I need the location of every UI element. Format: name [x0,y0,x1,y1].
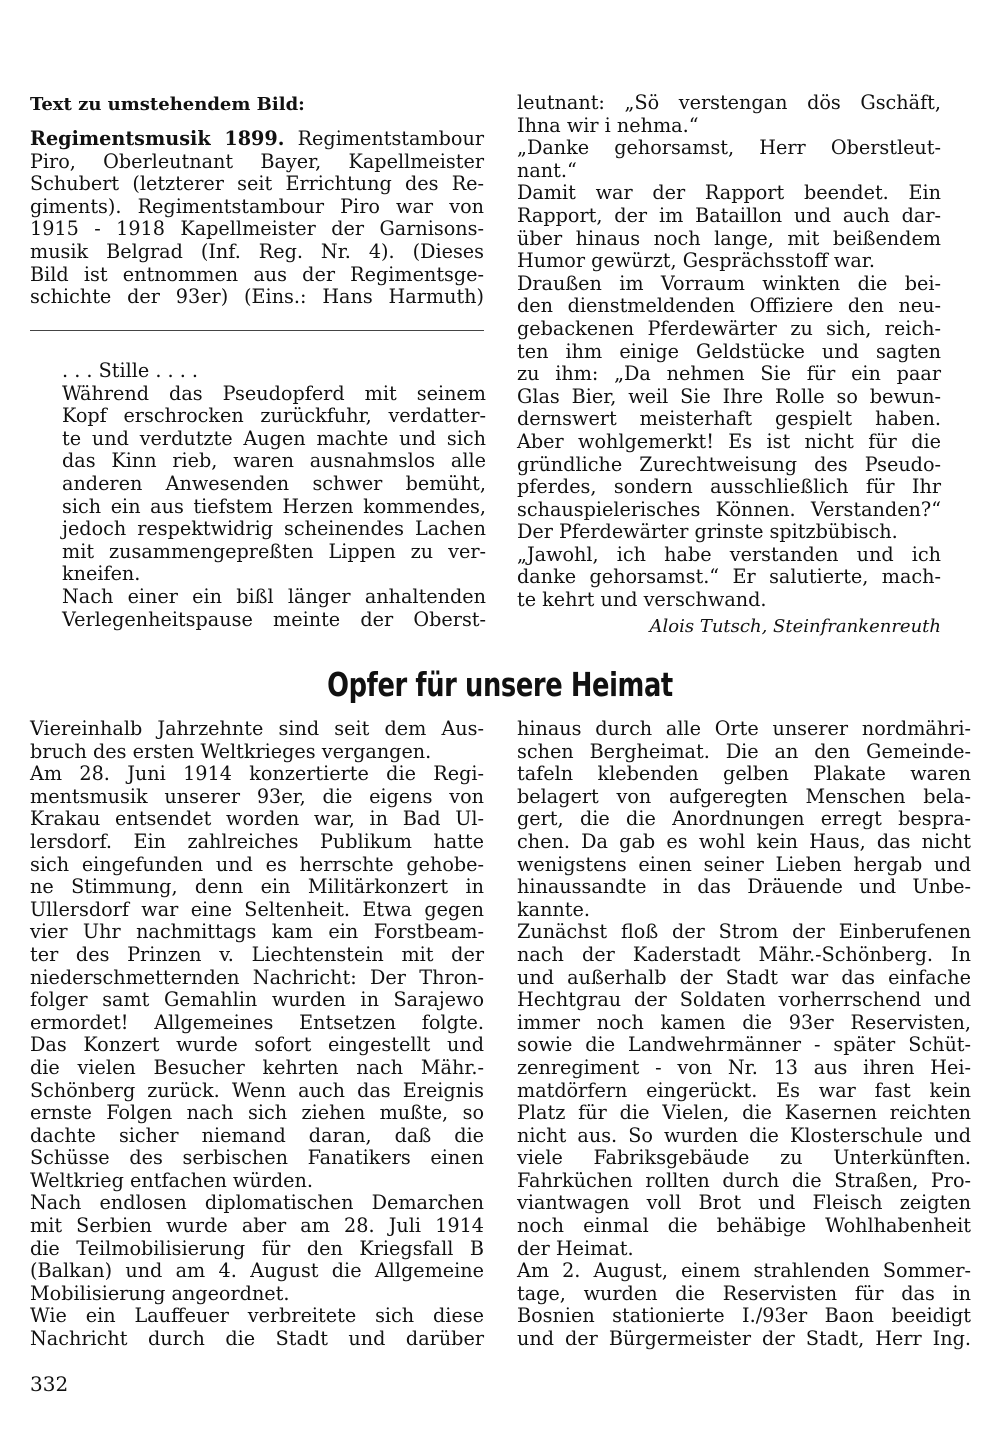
article-left-line: Mobilisierung angeordnet. [30,1281,290,1305]
article-left-line: bruch des ersten Weltkrieges vergangen. [30,739,432,763]
article-right-column [517,718,971,1351]
separator-rule [30,330,484,331]
story-right-line: den dienstmeldenden Offiziere den neu- [517,294,941,318]
article-left-line: die Teilmobilisierung für den Kriegsfall B [30,1236,484,1260]
story-left-line: Nach einer ein bißl länger anhaltenden [62,584,486,608]
article-left-line: dachte sicher niemand daran, daß die [30,1123,484,1147]
story-left-column [62,360,486,631]
caption-line-7: schichte der 93er) (Eins.: Hans Harmuth) [30,285,484,309]
story-right-line: Damit war der Rapport beendet. Ein [517,181,941,205]
article-left-line: Nachricht durch die Stadt und darüber [30,1327,484,1351]
article-right-line: der Heimat. [517,1236,634,1260]
article-left-line: folger samt Gemahlin wurden in Sarajewo [30,988,484,1012]
caption-line-1: Piro, Oberleutnant Bayer, Kapellmeister [30,149,484,173]
story-right-line: Ihna wir i nehma.“ [517,113,699,137]
article-right-line: und außerhalb der Stadt war das einfache [517,965,971,989]
article-right-line: nach der Kaderstadt Mähr.-Schönberg. In [517,942,971,966]
story-right-line: Draußen im Vorraum winkten die bei- [517,271,941,295]
story-left-line: kneifen. [62,562,141,586]
story-right-line: nant.“ [517,158,577,182]
article-left-line: vier Uhr nachmittags kam ein Forstbeam- [30,920,484,944]
article-right-line: und der Bürgermeister der Stadt, Herr Ing. [517,1327,971,1351]
article-left-line: niederschmetternden Nachricht: Der Thron- [30,965,484,989]
article-right-line: nicht aus. So wurden die Klosterschule und [517,1123,971,1147]
author-signature: Alois Tutsch, Steinfrankenreuth [649,615,941,637]
story-left-line: sich ein aus tiefstem Herzen kommendes, [62,494,486,518]
article-right-line: belagert von aufgeregten Menschen bela- [517,784,971,808]
article-left-line: (Balkan) und am 4. August die Allgemeine [30,1259,484,1283]
article-right-line: viantwagen voll Brot und Fleisch zeigten [517,1191,971,1215]
article-right-line: zenregiment - von Nr. 13 aus ihren Hei- [517,1055,971,1079]
story-right-line: danke gehorsamst.“ Er salutierte, mach- [517,565,941,589]
story-right-line: Rapport, der im Bataillon und auch dar- [517,203,941,227]
story-right-line: Der Pferdewärter grinste spitzbübisch. [517,520,898,544]
article-right-line: Zunächst floß der Strom der Einberufenen [517,920,971,944]
article-right-line: tafeln klebenden gelben Plakate waren [517,762,971,786]
caption-lead: Regimentsmusik 1899. [30,127,285,150]
caption-line-3: giments). Regimentstambour Piro war von [30,194,484,218]
article-right-line: Am 2. August, einem strahlenden Sommer- [517,1259,971,1283]
article-left-line: Viereinhalb Jahrzehnte sind seit dem Aus- [30,717,484,740]
story-left-line: . . . Stille . . . . [62,359,199,382]
article-right-line: Fahrküchen rollten durch die Straßen, Pro- [517,1168,971,1192]
caption-line-0: Regimentstambour [284,127,485,150]
article-left-line: ermordet! Allgemeines Entsetzen folgte. [30,1010,484,1034]
article-left-line: Ullersdorf war eine Seltenheit. Etwa gegen [30,897,484,921]
article-right-line: schen Bergheimat. Die an den Gemeinde- [517,739,971,763]
story-right-line: Humor gewürzt, Gesprächsstoff war. [517,249,875,273]
article-left-line: ernste Folgen nach sich ziehen mußte, so [30,1101,484,1125]
article-left-line: Wie ein Lauffeuer verbreitete sich diese [30,1304,484,1328]
article-right-line: hinaus durch alle Orte unserer nordmähri- [517,717,971,740]
story-right-line: „Jawohl, ich habe verstanden und ich [517,542,941,566]
article-left-line: ne Stimmung, denn ein Militärkonzert in [30,875,484,899]
story-right-line: gründliche Zurechtweisung des Pseudo- [517,452,941,476]
story-right-column [517,92,941,638]
article-right-line: wenigstens einen seiner Lieben hergab und [517,852,971,876]
caption-line-5: musik Belgrad (Inf. Reg. Nr. 4). (Dieses [30,239,484,263]
story-right-line: Aber wohlgemerkt! Es ist nicht für die [517,429,941,453]
article-left-line: die vielen Besucher kehrten nach Mähr.- [30,1055,484,1079]
page-number: 332 [30,1372,69,1396]
story-right-line: über hinaus noch lange, mit beißendem [517,226,941,250]
article-right-line: Platz für die Vielen, die Kasernen reichten [517,1101,971,1125]
article-left-column [30,718,484,1351]
article-left-line: Nach endlosen diplomatischen Demarchen [30,1191,484,1215]
article-left-line: sich eingefunden und es herrschte gehobe- [30,852,484,876]
story-right-line: dernswert meisterhaft gespielt haben. [517,407,941,431]
article-left-line: Schüsse des serbischen Fanatikers einen [30,1146,484,1170]
article-left-line: Das Konzert wurde sofort eingestellt und [30,1033,484,1057]
article-left-line: Schönberg zurück. Wenn auch das Ereignis [30,1078,484,1102]
story-right-line: pferdes, sondern ausschließlich für Ihr [517,475,941,499]
article-left-line: lersdorf. Ein zahlreiches Publikum hatte [30,829,484,853]
story-left-line: anderen Anwesenden schwer bemüht, [62,471,486,495]
article-left-line: mit Serbien wurde aber am 28. Juli 1914 [30,1214,484,1238]
article-right-line: matdörfern eingerückt. Es war fast kein [517,1078,971,1102]
story-right-line: schauspielerisches Können. Verstanden?“ [517,497,941,521]
article-right-line: chen. Da gab es wohl kein Haus, das nicht [517,829,971,853]
article-right-line: hinaussandte in das Dräuende und Unbe- [517,875,971,899]
story-left-line: Während das Pseudopferd mit seinem [62,381,486,405]
story-left-line: Verlegenheitspause meinte der Oberst- [62,607,486,631]
article-left-line: Am 28. Juni 1914 konzertierte die Regi- [30,762,484,786]
article-right-line: tage, wurden die Reservisten für das in [517,1281,971,1305]
story-right-line: „Danke gehorsamst, Herr Oberstleut- [517,136,941,160]
story-left-line: Kopf erschrocken zurückfuhr, verdatter- [62,404,486,428]
story-right-line: zu ihm: „Da nehmen Sie für ein paar [517,362,941,386]
caption-line-6: Bild ist entnommen aus der Regimentsge- [30,262,484,286]
story-right-line: te kehrt und verschwand. [517,588,767,612]
article-title: Opfer für unsere Heimat [327,665,673,704]
story-right-line: leutnant: „Sö verstengan dös Gschäft, [517,91,941,114]
article-right-line: gert, die die Anordnungen erregt bespra- [517,807,971,831]
article-right-line: kannte. [517,897,590,921]
article-right-line: noch einmal die behäbige Wohlhabenheit [517,1214,971,1238]
story-right-line: Glas Bier, weil Sie Ihre Rolle so bewun- [517,384,941,408]
caption-line-4: 1915 - 1918 Kapellmeister der Garnisons- [30,217,484,241]
story-left-line: mit zusammengepreßten Lippen zu ver- [62,539,486,563]
article-right-line: viele Fabriksgebäude zu Unterkünften. [517,1146,971,1170]
caption-line-2: Schubert (letzterer seit Errichtung des Re- [30,172,484,196]
article-right-line: Hechtgrau der Soldaten vorherrschend und [517,988,971,1012]
article-right-line: sowie die Landwehrmänner - später Schüt- [517,1033,971,1057]
story-right-line: gebackenen Pferdewärter zu sich, reich- [517,316,941,340]
story-left-line: das Kinn rieb, waren ausnahmslos alle [62,449,486,473]
story-right-line: ten ihm einige Geldstücke und sagten [517,339,941,363]
article-left-line: Krakau entsendet worden war, in Bad Ul- [30,807,484,831]
article-left-line: Weltkrieg entfachen würden. [30,1168,313,1192]
article-left-line: ter des Prinzen v. Liechtenstein mit der [30,942,484,966]
story-left-line: jedoch respektwidrig scheinendes Lachen [62,517,486,541]
article-right-line: immer noch kamen die 93er Reservisten, [517,1010,971,1034]
story-left-line: te und verdutzte Augen machte und sich [62,426,486,450]
caption-heading: Text zu umstehendem Bild: [30,94,305,115]
article-right-line: Bosnien stationierte I./93er Baon beeidigt [517,1304,971,1328]
caption-line [30,128,484,151]
article-left-line: mentsmusik unserer 93er, die eigens von [30,784,484,808]
caption-block [30,94,484,309]
